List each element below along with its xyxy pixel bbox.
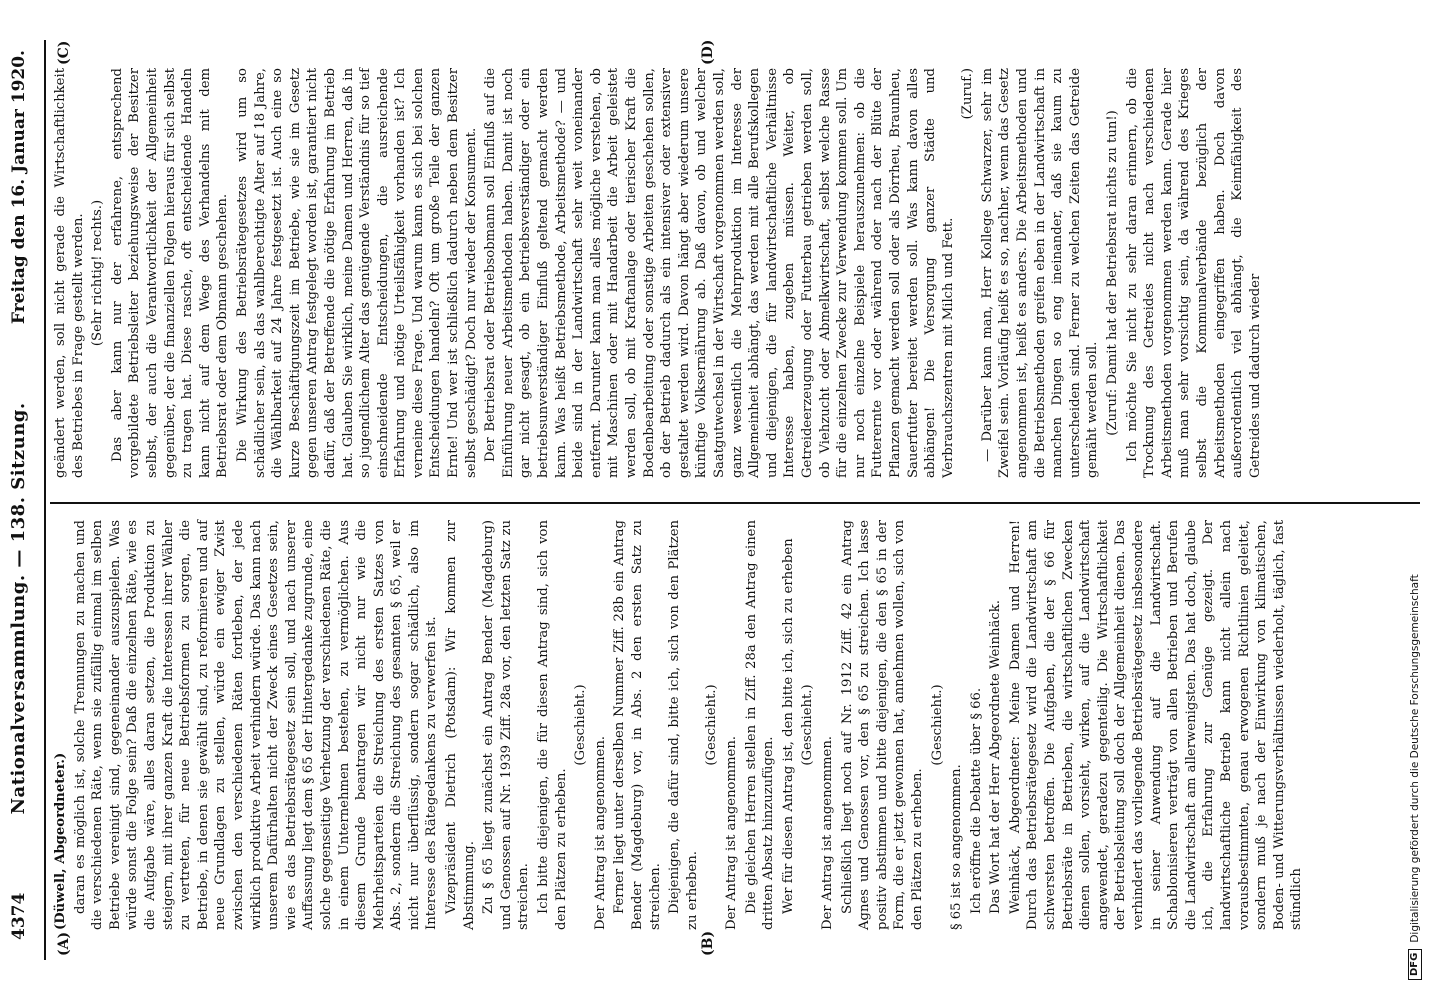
paragraph: Ferner liegt unter derselben Nummer Ziff. 28b ein Antrag Bender (Magdeburg) vor, in Abs. 2 den ersten Satz zu streichen. xyxy=(612,520,663,930)
paragraph: Das Wort hat der Herr Abgeordnete Weinhäck. xyxy=(988,600,1004,914)
paragraph: Weinhäck, Abgeordneter: Meine Damen und Herren! Durch das Betriebsrätegesetz wird die Landwirtschaft am schwersten betroffen. Die Aufgaben, die der § 66 für Betriebsräte in Betrieben, die wirtschaftlichen Zwecken dienen sollen, vorsieht, wirken, auf die Landwirtschaft angewendet, geradezu gegenteilig. Die Wirtschaftlichkeit der Betriebsleitung soll doch der Allgemeinheit dienen. Das verhindert das vorliegende Betriebsrätegesetz insbesondere in seiner Anwendung auf die Landwirtschaft. Schablonisieren verträgt von allen Betrieben und Berufen die Landwirtschaft am allerwenigsten. Das hat doch, glaube ich, die Erfahrung zur Genüge gezeigt. Der landwirtschaftliche Betrieb kann nicht allein nach vorausbestimmten, genau erwogenen Richtlinien geleitet, sondern muß je nach der Einwirkung von klimatischen, Boden- und Witterungsverhältnissen wiederholt, täglich, fast stündlich xyxy=(1007,520,1305,930)
page-number: 4374 xyxy=(9,892,29,940)
paragraph: Die Wirkung des Betriebsrätegesetzes wird um so schädlicher sein, als das wahlberechtigte Alter auf 18 Jahre, die Wählbarkeit auf 24 Jahre festgesetzt ist. Auch eine so kurze Beschäftigungszeit im Betriebe, wie sie im Gesetz gegen unseren Antrag festgelegt worden ist, garantiert nicht dafür, daß der Betreffende die nötige Erfahrung im Betrieb hat. Glauben Sie wirklich, meine Damen und Herren, daß in so jugendlichem Alter das genügende Verständnis für so tief einschneidende Entscheidungen, die ausreichende Erfahrung und nötige Urteilsfähigkeit vorhanden ist? Ich verneine diese Frage. Und warum kann es sich bei solchen Entscheidungen handeln? Oft um große Teile der ganzen Ernte! Und wer ist schließlich dadurch neben dem Besitzer selbst geschädigt? Doch nur wieder der Konsument. xyxy=(234,68,479,478)
stage-direction: (Sehr richtig! rechts.) xyxy=(90,199,106,347)
paragraph: Diejenigen, die dafür sind, bitte ich, sich von den Plätzen zu erheben. xyxy=(667,520,700,930)
paragraph: Vizepräsident Dietrich (Potsdam): Wir kommen zur Abstimmung. xyxy=(444,520,477,930)
paragraph: Ich bitte diejenigen, die für diesen Antrag sind, sich von den Plätzen zu erheben. xyxy=(536,520,569,930)
page-title: Nationalversammlung. — 138. Sitzung. xyxy=(8,402,29,815)
speaker-label: (Düwell, Abgeordneter.) xyxy=(53,752,68,930)
column-divider xyxy=(50,502,1420,504)
stage-direction: (Zuruf: Damit hat der Betriebsrat nichts zu tun!) xyxy=(1105,110,1121,436)
paragraph: Schließlich liegt noch auf Nr. 1912 Ziff. 42 ein Antrag Agnes und Genossen vor, den § 65 zu streichen. Ich lasse positiv abstimmen und bitte diejenigen, die den § 65 in der Form, die er jetzt gewonnen hat, annehmen wollen, sich von den Plätzen zu erheben. xyxy=(839,520,925,930)
paragraph: § 65 ist so angenommen. xyxy=(949,764,965,930)
paragraph: — Darüber kann man, Herr Kollege Schwarzer, sehr im Zweifel sein. Vorläufig heißt es so, nachher, wenn das Gesetz angenommen ist, heißt es anders. Die Arbeitsmethoden und die Betriebsmethoden greifen eben in der Landwirtschaft in manchen Dingen so eng ineinander, daß sie kaum zu unterscheiden sind. Ferner zu welchen Zeiten das Getreide gemäht werden soll. xyxy=(979,68,1101,478)
stage-direction: (Zuruf.) xyxy=(960,68,976,120)
session-date: Freitag den 16. Januar 1920. xyxy=(9,50,29,325)
footer-credit: Digitalisierung gefördert durch die Deutsche Forschungsgemeinschaft xyxy=(1409,574,1421,943)
paragraph: geändert werden, soll nicht gerade die Wirtschaftlichkeit des Betriebes in Frage gestellt werden. xyxy=(53,68,86,478)
left-text-column xyxy=(52,520,1308,930)
stage-direction: (Geschieht.) xyxy=(704,684,720,766)
paragraph: Ich eröffne die Debatte über § 66. xyxy=(968,687,984,914)
margin-marker-d: (D) xyxy=(700,39,716,65)
stage-direction: (Geschieht.) xyxy=(573,684,589,766)
margin-marker-a: (A) xyxy=(56,931,72,956)
paragraph: Wer für diesen Antrag ist, den bitte ich, sich zu erheben xyxy=(780,538,796,914)
right-text-column xyxy=(52,68,1266,478)
page-footer xyxy=(1408,20,1422,980)
paragraph: Die gleichen Herren stellen in Ziff. 28a den Antrag einen dritten Absatz hinzuzufügen. xyxy=(743,520,777,930)
paragraph: Der Betriebsrat oder Betriebsobmann soll Einfluß auf die Einführung neuer Arbeitsmethoden haben. Damit ist noch gar nicht gesagt, ob ein betriebsverständiger oder ein betriebsunverständiger Einfluß geltend gemacht werden kann. Was heißt Betriebsmethode, Arbeitsmethode? — und beide sind in der Landwirtschaft sehr weit voneinander entfernt. Darunter kann man alles mögliche verstehen, ob mit Maschinen oder mit Handarbeit die Arbeit geleistet werden soll, ob mit Kraftanlage oder tierischer Kraft die Bodenbearbeitung oder sonstige Arbeiten geschehen sollen, ob der Betrieb dadurch als ein intensiver oder extensiver gestaltet werden wird. Davon hängt aber wiederum unsere künftige Volksernährung ab. Daß davon, ob und welcher Saatgutwechsel in der Wirtschaft vorgenommen werden soll, ganz wesentlich die Mehrproduktion im Interesse der Allgemeinheit abhängt, das werden mit alle Berufskollegen und diejenigen, die für landwirtschaftliche Verhältnisse Interesse haben, zugeben müssen. Weiter, ob Getreideerzeugung oder Futterbau getrieben werden soll, ob Viehzucht oder Abmelkwirtschaft, selbst welche Rasse für die einzelnen Zwecke zur Verwendung kommen soll. Um nur noch einzelne Beispiele herauszunehmen: ob die Futterernte vor oder während oder nach der Blüte der Pflanzen gemacht werden soll oder als Dörrheu, Braunheu, Sauerfutter bereitet werden soll. Was kann davon alles abhängen! Die Versorgung ganzer Städte und Verbrauchszentren mit Milch und Fett. xyxy=(483,68,956,478)
stage-direction: (Geschieht.) xyxy=(929,684,945,766)
margin-marker-b: (B) xyxy=(700,930,716,956)
header-rule xyxy=(44,40,46,960)
margin-marker-c: (C) xyxy=(56,40,72,65)
stage-direction: (Geschieht.) xyxy=(800,684,816,766)
paragraph: Der Antrag ist angenommen. xyxy=(819,735,835,930)
paragraph: Zu § 65 liegt zunächst ein Antrag Bender (Magdeburg) und Genossen auf Nr. 1939 Ziff. 28a vor, den letzten Satz zu streichen. xyxy=(481,520,532,930)
paragraph: Das aber kann nur der erfahrene, entsprechend vorgebildete Betriebsleiter beziehungsweise der Besitzer selbst, der auch die Verantwortlichkeit der Allgemeinheit gegenüber, der die finanziellen Folgen hieraus für sich selbst zu tragen hat. Diese rasche, oft entscheidende Handeln kann nicht auf dem Wege des Verhandelns mit dem Betriebsrat oder dem Obmann geschehen. xyxy=(109,68,231,478)
page-header xyxy=(8,50,38,940)
paragraph: Ich möchte Sie nicht zu sehr daran erinnern, ob die Trocknung des Getreides nicht nach verschiedenen Arbeitsmethoden vorgenommen werden kann. Gerade hier muß man sehr vorsichtig sein, da während des Krieges selbst die Kommunalverbände bezüglich der Arbeitsmethoden eingegriffen haben. Doch davon außerordentlich viel abhängt, die Keimfähigkeit des Getreides und dadurch wieder xyxy=(1124,68,1263,478)
paragraph: Der Antrag ist angenommen. xyxy=(592,735,608,930)
paragraph: Der Antrag ist angenommen. xyxy=(723,735,739,930)
paragraph: daran es möglich ist, solche Trennungen zu machen und die verschiedenen Räte, wenn sie zufällig einmal im selben Betriebe vereinigt sind, gegeneinander auszuspielen. Was würde sonst die Folge sein? Daß die einzelnen Räte, wie es die Aufgabe wäre, alles daran setzen, die Produktion zu steigern, mit ihrer ganzen Kraft die Interessen ihrer Wähler zu vertreten, für neue Betriebsformen zu sorgen, die Betriebe, in denen sie gewählt sind, zu reformieren und auf neue Grundlagen zu stellen, würde ein ewiger Zwist zwischen den verschiedenen Räten fortleben, der jede wirklich produktive Arbeit verhindern würde. Das kann nach unserem Dafürhalten nicht der Zweck eines Gesetzes sein, wie es das Betriebsrätegesetz sein soll, und nach unserer Auffassung liegt dem § 65 der Hintergedanke zugrunde, eine solche gegenseitige Verhetzung der verschiedenen Räte, die in einem Unternehmen bestehen, zu vermöglichen. Aus diesem Grunde beantragen wir nicht nur wie die Mehrheitsparteien die Streichung des ersten Satzes von Abs. 2, sondern die Streichung des gesamten § 65, weil er nicht nur überflüssig, sondern sogar schädlich, also im Interesse des Rätegedankens zu verwerfen ist. xyxy=(72,520,440,930)
dfg-logo: DFG xyxy=(1408,949,1422,980)
